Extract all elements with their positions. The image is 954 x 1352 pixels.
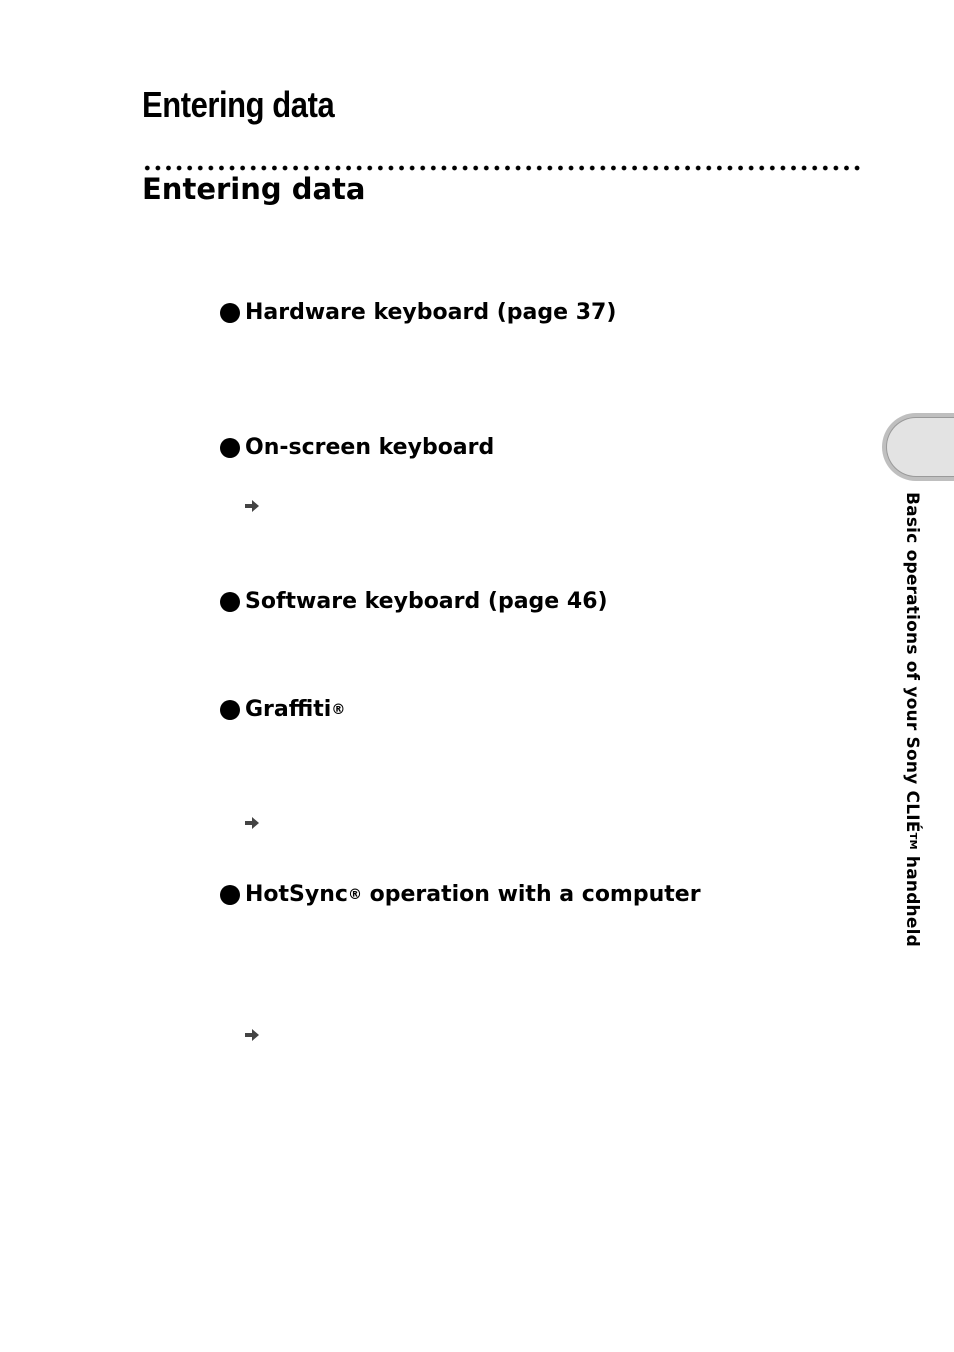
list-item-on-screen-keyboard [220,437,494,459]
arrow-right-icon [245,1029,260,1041]
chapter-title: Entering data [142,84,335,125]
list-item-graffiti: Graffiti ® [220,699,345,721]
side-label-text: Basic operations of your Sony CLIÉ [902,492,922,833]
item-label: HotSync [245,882,348,907]
dotted-divider [142,164,860,172]
chapter-side-label [902,492,922,947]
list-item-software-keyboard [220,591,608,613]
section-title: Entering data [142,172,366,206]
bullet-icon [220,700,240,720]
chapter-tab [882,413,954,481]
bullet-icon [220,885,240,905]
item-label: On-screen keyboard [245,435,495,460]
item-label-suffix: operation with a computer [361,882,701,907]
bullet-icon [220,592,240,612]
bullet-icon [220,303,240,323]
arrow-right-icon [245,817,260,829]
item-label: Graffiti [245,697,332,722]
list-item-hotsync: HotSync ® operation with a computer [220,884,701,906]
chapter-tab-face [886,417,954,477]
item-label: Hardware keyboard (page 37) [245,300,617,325]
trademark-mark: TM [907,832,918,850]
list-item-hardware-keyboard [220,302,616,324]
arrow-right-icon [245,500,260,512]
item-label: Software keyboard (page 46) [245,589,608,614]
bullet-icon [220,438,240,458]
side-label-suffix: handheld [902,849,922,947]
